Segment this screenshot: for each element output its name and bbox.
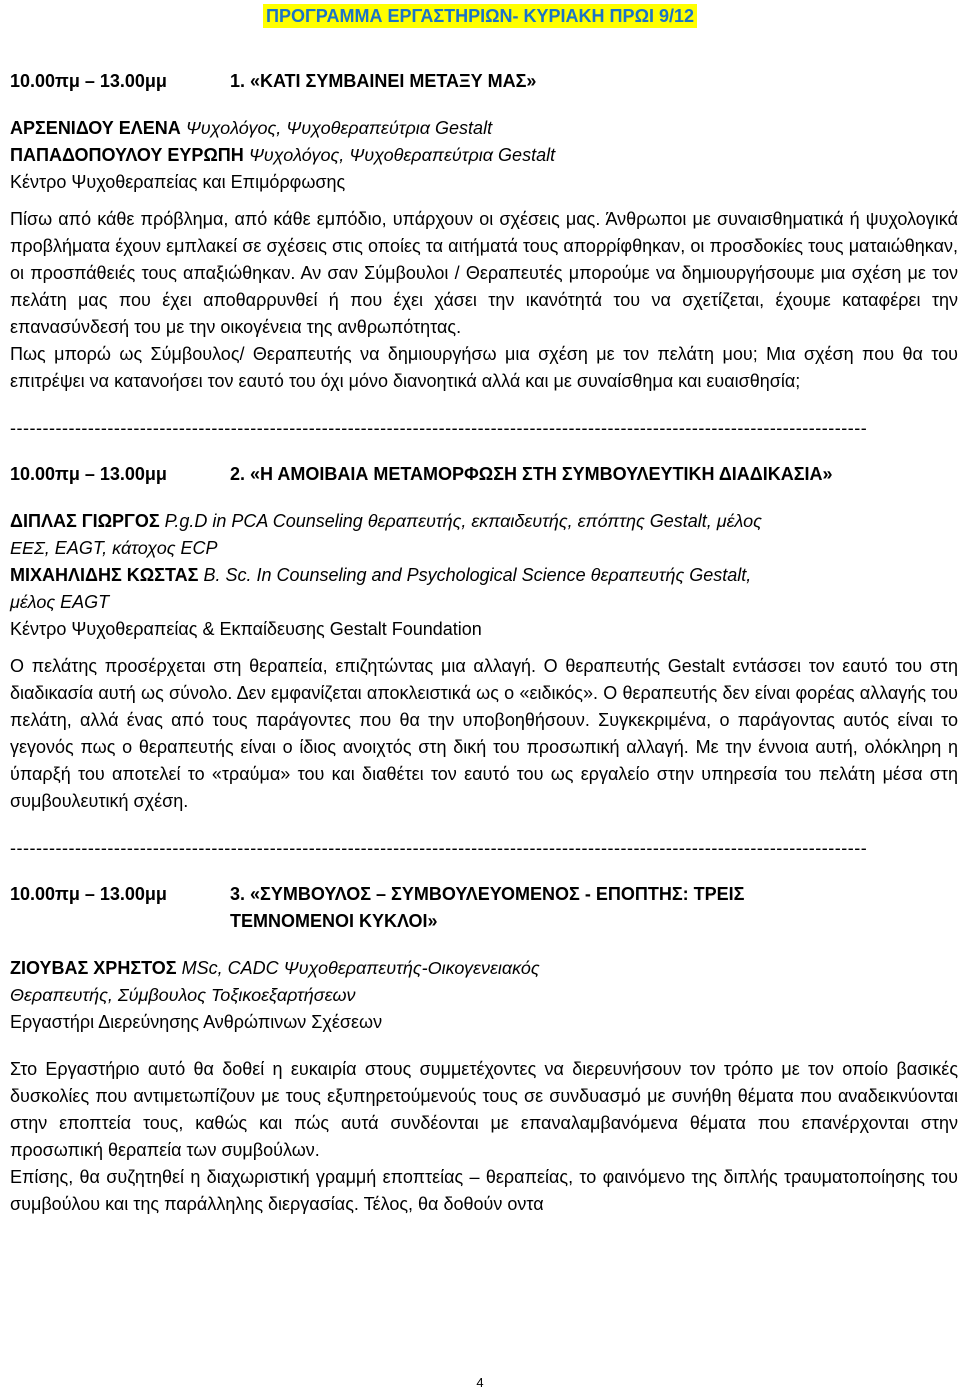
presenter bbox=[10, 562, 958, 589]
presenter-role: Ψυχολόγος, Ψυχοθεραπεύτρια Gestalt bbox=[185, 118, 493, 138]
spacer bbox=[10, 395, 958, 415]
separator-line: ------------------------------------------------------------------------------------------------------------------------------------ bbox=[10, 418, 868, 438]
session-title-line: ΤΕΜΝΟΜΕΝΟΙ ΚΥΚΛΟΙ» bbox=[230, 911, 438, 931]
session-time: 10.00πμ – 13.00μμ bbox=[10, 71, 167, 91]
presenter-role: MSc, CADC Ψυχοθεραπευτής-Οικογενειακός bbox=[181, 958, 540, 978]
presenter-role-continued: Θεραπευτής, Σύμβουλος Τοξικοεξαρτήσεων bbox=[10, 985, 356, 1005]
paragraph: Πως μπορώ ως Σύμβουλος/ Θεραπευτής να δημιουργήσω μια σχέση με τον πελάτη μου; Μια σχέση που θα του επιτρέψει να κατανοήσει τον εαυτό του όχι μόνο διανοητικά αλλά και με συναίσθημα και ευαισθησία; bbox=[10, 344, 958, 391]
presenter bbox=[10, 115, 958, 142]
session-title bbox=[230, 881, 958, 935]
presenter bbox=[10, 955, 958, 982]
presenter-name: ΜΙΧΑΗΛΙΔΗΣ ΚΩΣΤΑΣ bbox=[10, 565, 199, 585]
page-number: 4 bbox=[476, 1375, 484, 1390]
organization: Κέντρο Ψυχοθεραπείας & Εκπαίδευσης Gestalt Foundation bbox=[10, 619, 482, 639]
spacer bbox=[10, 488, 958, 508]
presenter-name: ΔΙΠΛΑΣ ΓΙΩΡΓΟΣ bbox=[10, 511, 160, 531]
paragraph: Ο πελάτης προσέρχεται στη θεραπεία, επιζητώντας μια αλλαγή. Ο θεραπευτής Gestalt εντάσσει τον εαυτό του στη διαδικασία αυτή ως σύνολο. Δεν εμφανίζεται αποκλειστικά ως ο «ειδικός». Ο θεραπευτής δεν είναι φορέας αλλαγής του πελάτη, αλλά ένας από τους παράγοντες που θα την υποβοηθήσουν. Συγκεκριμένα, ο παράγοντας αυτός είναι το γεγονός πως ο θεραπευτής είναι ο ίδιος ανοιχτός στη δική του προσωπική αλλαγή. Με την έννοια αυτή, ολόκληρη η ύπαρξή του αποτελεί το «τραύμα» του και διαθέτει τον εαυτό του ως εργαλείο στην υπηρεσία του πελάτη μέσα στη συμβουλευτική σχέση. bbox=[10, 656, 958, 811]
spacer bbox=[10, 441, 958, 461]
spacer bbox=[10, 861, 958, 881]
presenter-name: ΖΙΟΥΒΑΣ ΧΡΗΣΤΟΣ bbox=[10, 958, 177, 978]
presenter bbox=[10, 508, 958, 535]
presenter-role: B. Sc. In Counseling and Psychological Science θεραπευτής Gestalt, bbox=[203, 565, 752, 585]
presenter-role: P.g.D in PCA Counseling θεραπευτής, εκπαιδευτής, επόπτης Gestalt, μέλος bbox=[164, 511, 762, 531]
session-1 bbox=[10, 68, 958, 395]
paragraph: Επίσης, θα συζητηθεί η διαχωριστική γραμμή εποπτείας – θεραπείας, το φαινόμενο της διπλής τραυματοποίησης του συμβούλου και της παράλληλης διεργασίας. Τέλος, θα δοθούν οντα bbox=[10, 1167, 958, 1214]
presenter-role-continued: ΕΕΣ, EAGT, κάτοχος ECP bbox=[10, 538, 218, 558]
session-heading bbox=[10, 881, 958, 935]
presenter-name: ΠΑΠΑΔΟΠΟΥΛΟΥ ΕΥΡΩΠΗ bbox=[10, 145, 244, 165]
header bbox=[0, 4, 960, 28]
organization: Εργαστήρι Διερεύνησης Ανθρώπινων Σχέσεων bbox=[10, 1012, 383, 1032]
session-title: 1. «ΚΑΤΙ ΣΥΜΒΑΙΝΕΙ ΜΕΤΑΞΥ ΜΑΣ» bbox=[230, 71, 537, 91]
spacer bbox=[10, 196, 958, 206]
session-time: 10.00πμ – 13.00μμ bbox=[10, 464, 167, 484]
session-2 bbox=[10, 461, 958, 815]
session-3 bbox=[10, 881, 958, 1218]
presenter-role-continued: μέλος EAGT bbox=[10, 592, 110, 612]
spacer bbox=[10, 815, 958, 835]
organization: Κέντρο Ψυχοθεραπείας και Επιμόρφωσης bbox=[10, 172, 346, 192]
paragraph: Στο Εργαστήριο αυτό θα δοθεί η ευκαιρία στους συμμετέχοντες να διερευνήσουν τον τρόπο με τον οποίο βασικές δυσκολίες που αντιμετωπίζουν με τους εξυπηρετούμενούς τους σε συνδυασμό με συνήθη θέματα που αναδεικνύονται στην εποπτεία τους, καθώς και πώς αυτά συνδέονται με επαναλαμβανόμενα θέματα που επανέρχονται στην προσωπική θεραπεία των συμβούλων. bbox=[10, 1059, 958, 1160]
presenter bbox=[10, 142, 958, 169]
separator-line: ------------------------------------------------------------------------------------------------------------------------------------ bbox=[10, 838, 868, 858]
spacer bbox=[10, 95, 958, 115]
presenter-role: Ψυχολόγος, Ψυχοθεραπεύτρια Gestalt bbox=[248, 145, 556, 165]
presenter-name: ΑΡΣΕΝΙΔΟΥ ΕΛΕΝΑ bbox=[10, 118, 181, 138]
session-title-line: 3. «ΣΥΜΒΟΥΛΟΣ – ΣΥΜΒΟΥΛΕΥΟΜΕΝΟΣ - ΕΠΟΠΤΗΣ: ΤΡΕΙΣ bbox=[230, 884, 745, 904]
paragraph: Πίσω από κάθε πρόβλημα, από κάθε εμπόδιο, υπάρχουν οι σχέσεις μας. Άνθρωποι με συναισθηματικά ή ψυχολογικά προβλήματα έχουν εμπλακεί σε σχέσεις στις οποίες τα αιτήματά τους απορρίφθηκαν, οι προσδοκίες τους ματαιώθηκαν, οι προσπάθειές τους απαξιώθηκαν. Αν σαν Σύμβουλοι / Θεραπευτές μπορούμε να δημιουργήσουμε μια σχέση με τον πελάτη μας που έχει αποθαρρυνθεί ή που έχει χάσει την ικανότητά του να σχετίζεται, έχουμε καταφέρει την επανασύνδεσή του με την οικογένεια της ανθρωπότητας. bbox=[10, 209, 958, 337]
document-body bbox=[10, 68, 958, 1218]
spacer bbox=[10, 1036, 958, 1056]
spacer bbox=[10, 643, 958, 653]
session-title: 2. «Η ΑΜΟΙΒΑΙΑ ΜΕΤΑΜΟΡΦΩΣΗ ΣΤΗ ΣΥΜΒΟΥΛΕΥΤΙΚΗ ΔΙΑΔΙΚΑΣΙΑ» bbox=[230, 464, 833, 484]
session-heading bbox=[10, 68, 958, 95]
session-time: 10.00πμ – 13.00μμ bbox=[10, 884, 167, 904]
session-heading bbox=[10, 461, 958, 488]
page-title: ΠΡΟΓΡΑΜΜΑ ΕΡΓΑΣΤΗΡΙΩΝ- ΚΥΡΙΑΚΗ ΠΡΩΙ 9/12 bbox=[263, 4, 697, 28]
spacer bbox=[10, 935, 958, 955]
